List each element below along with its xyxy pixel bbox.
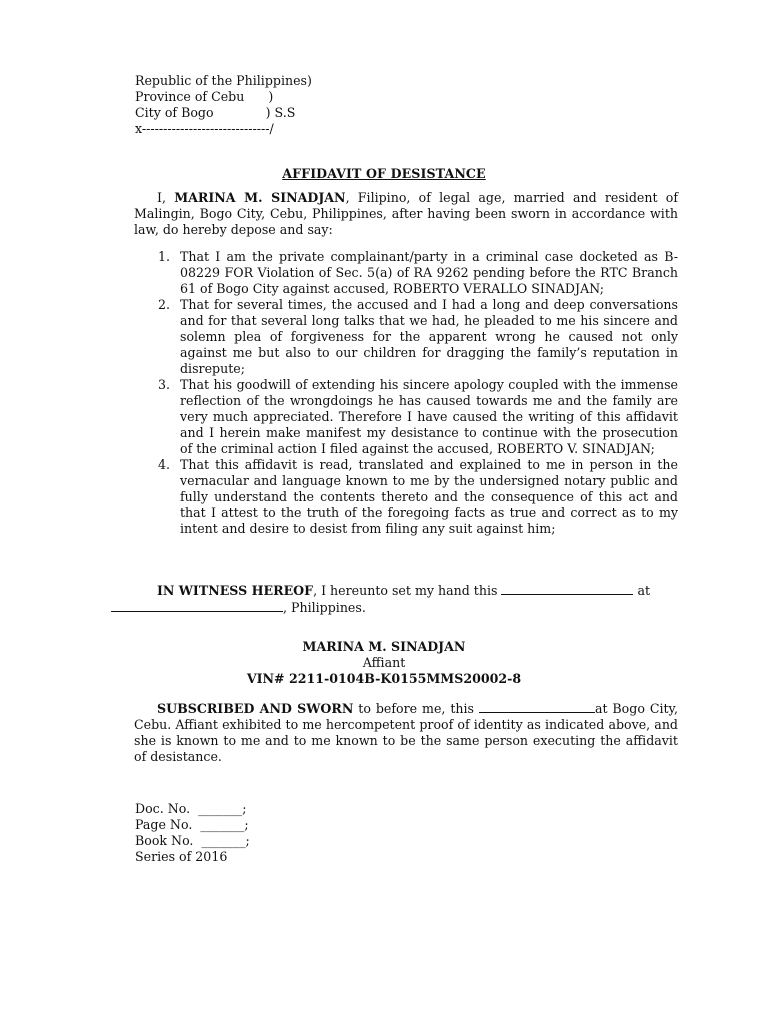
- item-number: 2.: [158, 297, 171, 312]
- intro-paragraph: [134, 190, 678, 238]
- signature-block: [0, 639, 768, 687]
- item-text: That I am the private complainant/party in a criminal case docketed as B-08229 FOR Violation of Sec. 5(a) of RA 9262 pending before the RTC Branch 61 of Bogo City against accused, ROBERTO VERALLO SINADJAN;: [180, 249, 678, 296]
- affiant-name-intro: MARINA M. SINADJAN: [174, 190, 346, 205]
- series-year: Series of 2016: [135, 849, 228, 864]
- affiant-role: Affiant: [362, 655, 406, 670]
- item-text: That this affidavit is read, translated and explained to me in person in the vernacular and language known to me by the undersigned notary public and fully understand the contents thereto and the consequence of this act and that I attest to the truth of the foregoing facts as true and correct as to my intent and desire to desist from filing any suit against him;: [180, 457, 678, 536]
- subscribed-date-blank: [479, 700, 595, 713]
- affiant-vin: VIN# 2211-0104B-K0155MMS20002-8: [246, 671, 522, 686]
- statement-list: [134, 249, 678, 537]
- witness-lead: IN WITNESS HEREOF: [157, 583, 314, 598]
- subscribed-paragraph: [134, 700, 678, 765]
- witness-text-1: , I hereunto set my hand this: [313, 583, 502, 598]
- notary-details: [135, 801, 435, 865]
- witness-text-2: at: [633, 583, 651, 598]
- affiant-name: MARINA M. SINADJAN: [302, 639, 466, 654]
- item-number: 3.: [158, 377, 171, 392]
- list-item: [134, 377, 678, 457]
- venue-header: [135, 73, 435, 137]
- list-item: [134, 297, 678, 377]
- book-number: Book No. _______;: [135, 833, 250, 848]
- witness-paragraph: [134, 582, 678, 616]
- subscribed-text-2: at Bogo City, Cebu. Affiant exhibited to me hercompetent proof of identity as indicated above, and she is known to me and to me known to be the same person executing the affidavit of desistance.: [134, 701, 679, 764]
- item-text: That his goodwill of extending his sincere apology coupled with the immense reflection of the wrongdoings he has caused towards me and the family are very much appreciated. Therefore I have caused the writing of this affidavit and I herein make manifest my desistance to continue with the prosecution of the criminal action I filed against the accused, ROBERTO V. SINADJAN;: [180, 377, 678, 456]
- item-number: 1.: [158, 249, 171, 264]
- subscribed-text-1: to before me, this: [353, 701, 479, 716]
- venue-province: Province of Cebu ): [135, 89, 274, 104]
- intro-text: , Filipino, of legal age, married and resident of Malingin, Bogo City, Cebu, Philippines, after having been sworn in accordance with law, do hereby depose and say:: [134, 190, 678, 237]
- list-item: [134, 457, 678, 537]
- page-number: Page No. _______;: [135, 817, 249, 832]
- place-blank: [111, 599, 283, 612]
- venue-city: City of Bogo ) S.S: [135, 105, 296, 120]
- venue-separator: x------------------------------/: [135, 121, 274, 136]
- doc-number: Doc. No. _______;: [135, 801, 247, 816]
- venue-republic: Republic of the Philippines): [135, 73, 312, 88]
- witness-text-3: , Philippines.: [283, 600, 366, 615]
- list-item: [134, 249, 678, 297]
- date-blank: [501, 582, 633, 595]
- item-text: That for several times, the accused and I had a long and deep conversations and for that several long talks that we had, he pleaded to me his sincere and solemn plea of forgiveness for the apparent wrong he caused not only against me but also to our children for dragging the family’s reputation in disrepute;: [180, 297, 678, 376]
- item-number: 4.: [158, 457, 171, 472]
- intro-prefix: I,: [157, 190, 175, 205]
- subscribed-lead: SUBSCRIBED AND SWORN: [157, 701, 354, 716]
- document-title: AFFIDAVIT OF DESISTANCE: [282, 166, 486, 181]
